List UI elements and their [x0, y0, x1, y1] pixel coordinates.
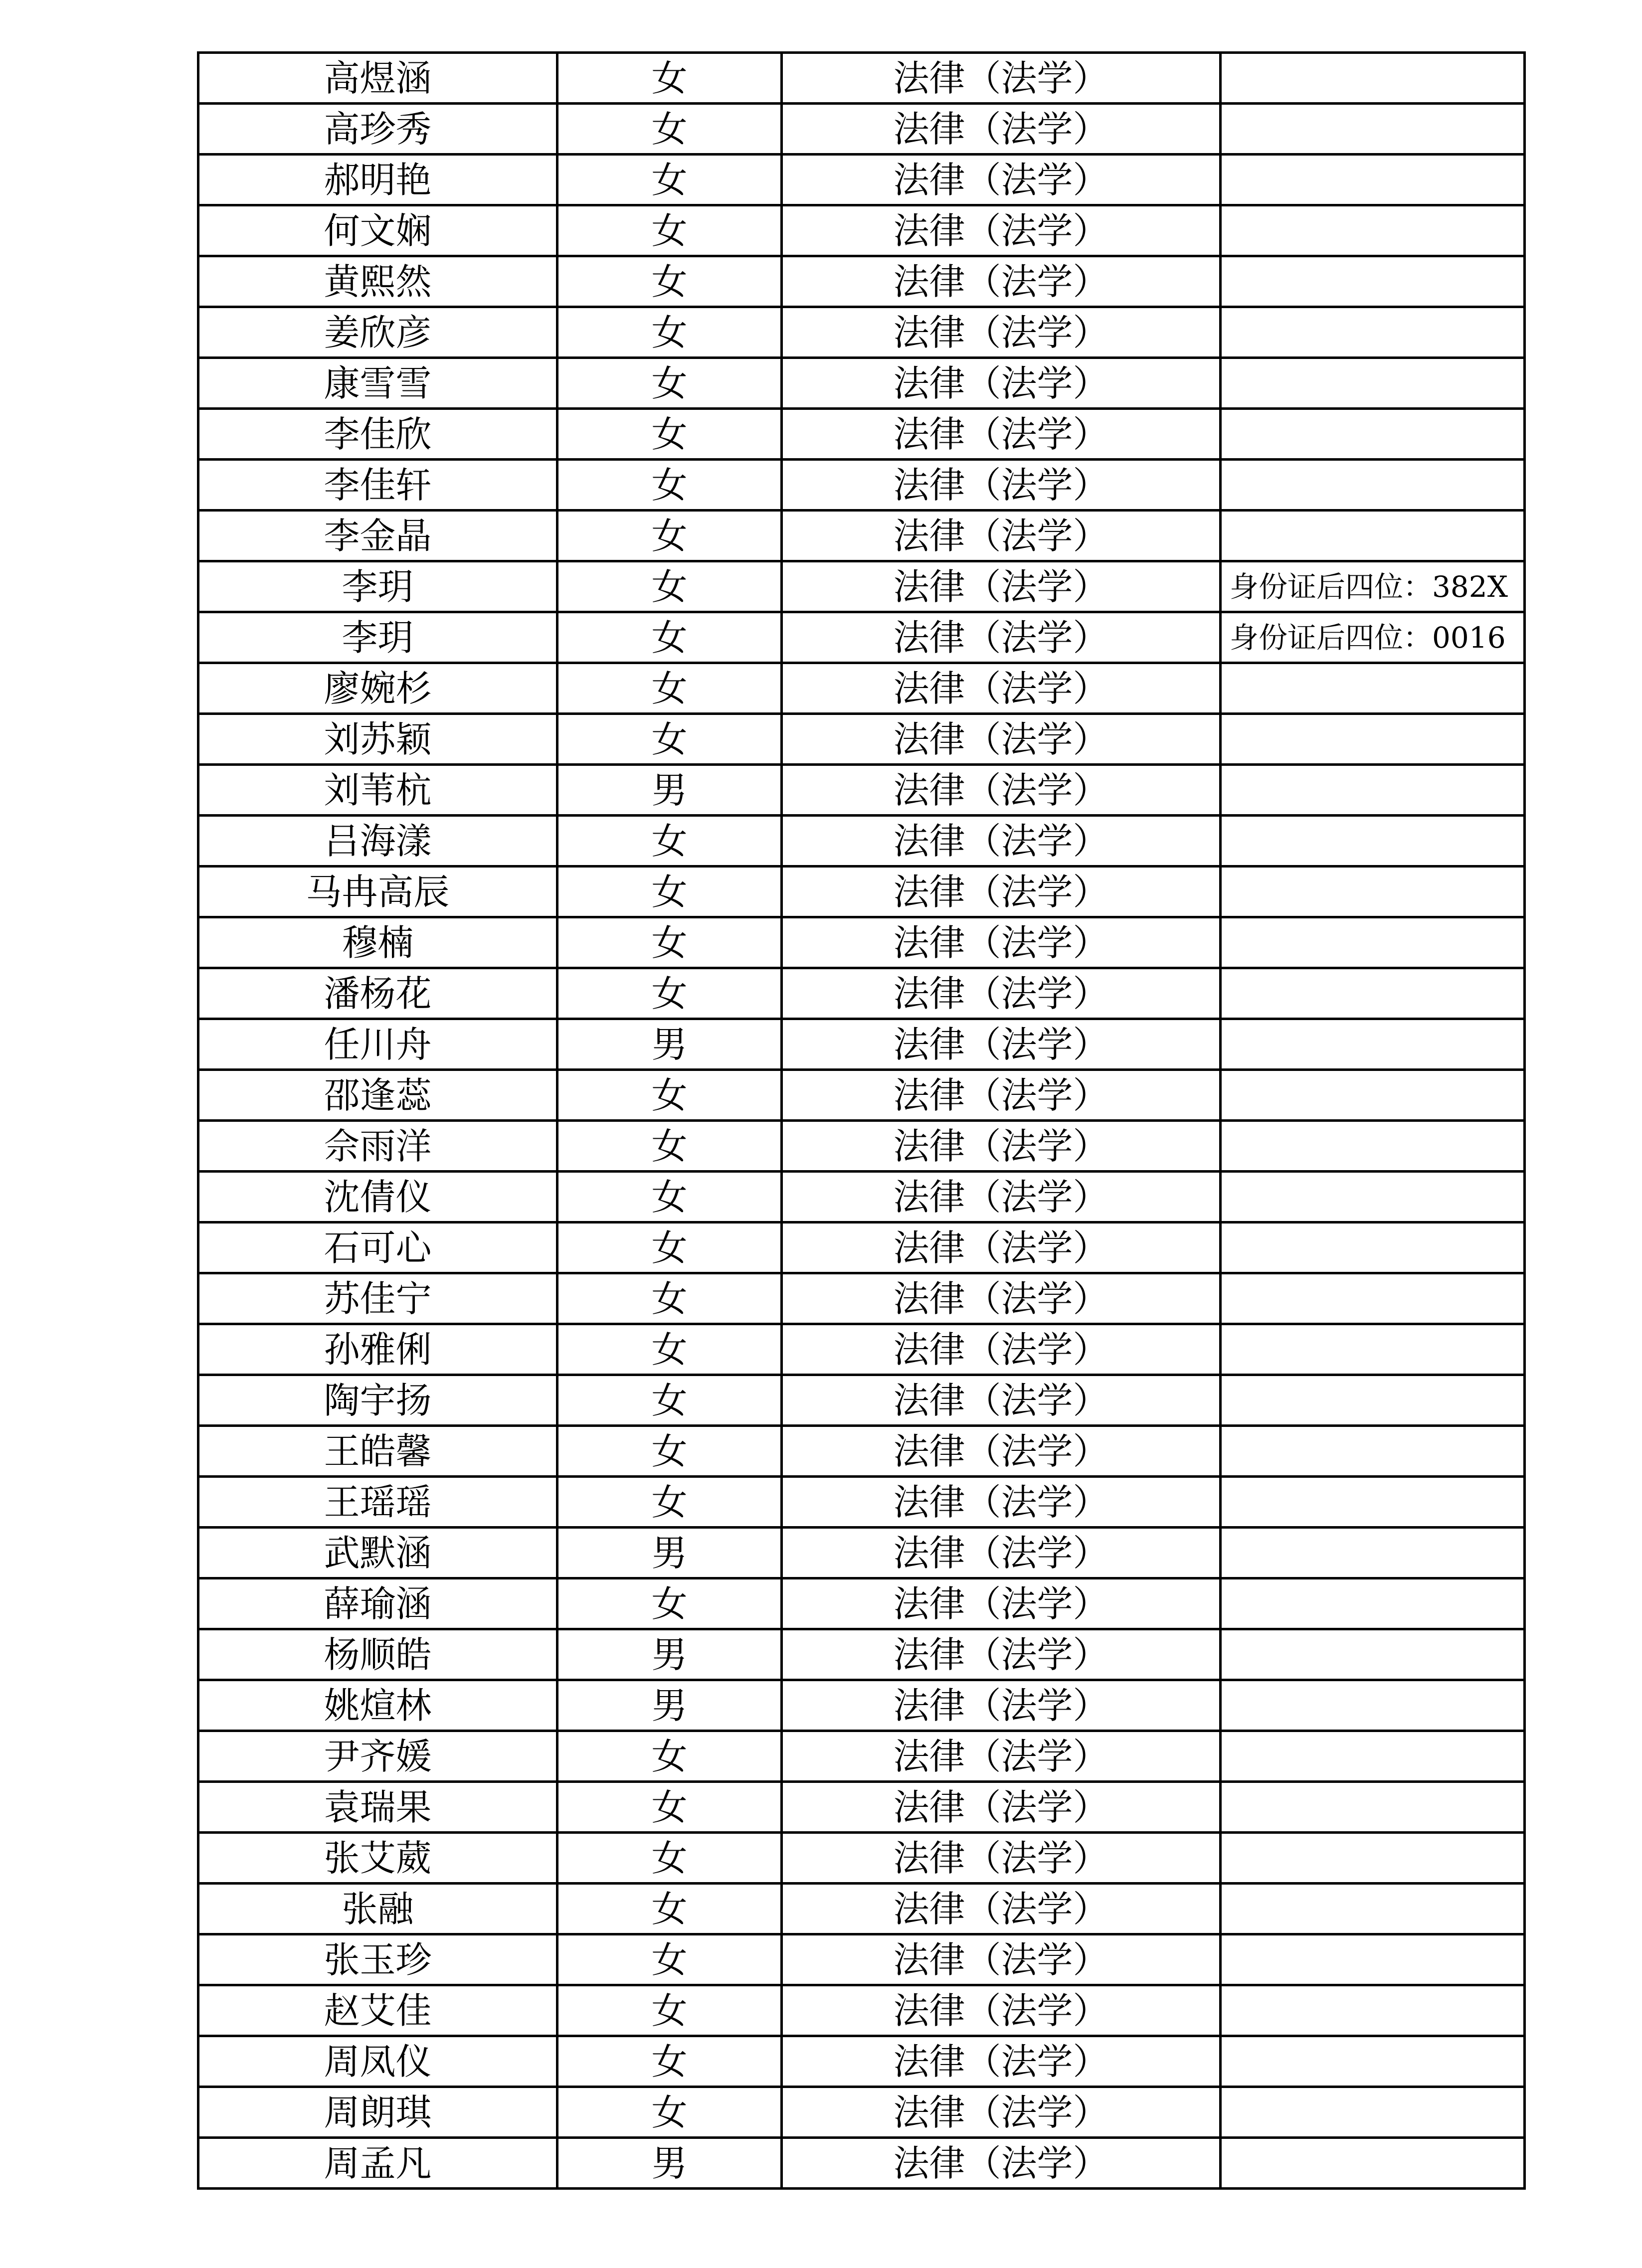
major-cell: 法律（法学）: [782, 1985, 1221, 2036]
table-row: [198, 53, 1525, 104]
student-name-cell: 黄熙然: [198, 256, 557, 307]
gender-cell: 女: [557, 663, 782, 714]
major-cell: 法律（法学）: [782, 612, 1221, 663]
student-name-cell: 邵逢蕊: [198, 1070, 557, 1121]
table-row: [198, 1782, 1525, 1833]
student-name-cell: 康雪雪: [198, 358, 557, 409]
gender-cell: 女: [557, 2087, 782, 2138]
table-row: [198, 968, 1525, 1019]
note-cell: [1221, 917, 1525, 968]
gender-cell: 女: [557, 1172, 782, 1222]
table-row: [198, 1680, 1525, 1731]
table-row: [198, 1528, 1525, 1578]
table-row: [198, 1273, 1525, 1324]
table-row: [198, 2036, 1525, 2087]
major-cell: 法律（法学）: [782, 968, 1221, 1019]
table-row: [198, 1833, 1525, 1884]
table-row: [198, 358, 1525, 409]
table-row: [198, 1884, 1525, 1934]
note-cell: [1221, 1172, 1525, 1222]
student-name-cell: 石可心: [198, 1222, 557, 1273]
major-cell: 法律（法学）: [782, 1680, 1221, 1731]
student-roster-table: [197, 51, 1526, 2190]
major-cell: 法律（法学）: [782, 1121, 1221, 1172]
gender-cell: 女: [557, 561, 782, 612]
note-cell: [1221, 1528, 1525, 1578]
major-cell: 法律（法学）: [782, 1070, 1221, 1121]
gender-cell: 女: [557, 256, 782, 307]
student-name-cell: 李玥: [198, 612, 557, 663]
note-cell: [1221, 1629, 1525, 1680]
student-name-cell: 王皓馨: [198, 1426, 557, 1477]
note-cell: 身份证后四位：0016: [1221, 612, 1525, 663]
table-row: [198, 307, 1525, 358]
note-cell: [1221, 256, 1525, 307]
note-cell: [1221, 1222, 1525, 1273]
note-cell: [1221, 765, 1525, 816]
gender-cell: 男: [557, 1019, 782, 1070]
student-name-cell: 佘雨洋: [198, 1121, 557, 1172]
table-row: [198, 663, 1525, 714]
gender-cell: 女: [557, 104, 782, 155]
note-cell: [1221, 663, 1525, 714]
major-cell: 法律（法学）: [782, 307, 1221, 358]
major-cell: 法律（法学）: [782, 1884, 1221, 1934]
student-name-cell: 刘苇杭: [198, 765, 557, 816]
gender-cell: 女: [557, 1578, 782, 1629]
student-name-cell: 任川舟: [198, 1019, 557, 1070]
note-cell: [1221, 155, 1525, 205]
student-name-cell: 高珍秀: [198, 104, 557, 155]
note-cell: [1221, 1680, 1525, 1731]
student-name-cell: 周凤仪: [198, 2036, 557, 2087]
note-cell: [1221, 1121, 1525, 1172]
gender-cell: 女: [557, 155, 782, 205]
student-name-cell: 李佳轩: [198, 460, 557, 511]
table-row: [198, 561, 1525, 612]
major-cell: 法律（法学）: [782, 104, 1221, 155]
major-cell: 法律（法学）: [782, 1782, 1221, 1833]
major-cell: 法律（法学）: [782, 663, 1221, 714]
note-cell: [1221, 968, 1525, 1019]
gender-cell: 男: [557, 2138, 782, 2189]
table-row: [198, 1731, 1525, 1782]
student-name-cell: 陶宇扬: [198, 1375, 557, 1426]
student-name-cell: 何文娴: [198, 205, 557, 256]
note-cell: [1221, 1884, 1525, 1934]
major-cell: 法律（法学）: [782, 2087, 1221, 2138]
table-row: [198, 1934, 1525, 1985]
table-row: [198, 1578, 1525, 1629]
note-cell: [1221, 2087, 1525, 2138]
student-name-cell: 李金晶: [198, 511, 557, 561]
table-row: [198, 1985, 1525, 2036]
student-name-cell: 姜欣彦: [198, 307, 557, 358]
table-row: [198, 1375, 1525, 1426]
major-cell: 法律（法学）: [782, 1833, 1221, 1884]
student-name-cell: 张艾葳: [198, 1833, 557, 1884]
gender-cell: 女: [557, 53, 782, 104]
major-cell: 法律（法学）: [782, 1934, 1221, 1985]
student-name-cell: 高煜涵: [198, 53, 557, 104]
table-row: [198, 1121, 1525, 1172]
student-name-cell: 廖婉杉: [198, 663, 557, 714]
gender-cell: 女: [557, 1222, 782, 1273]
gender-cell: 女: [557, 917, 782, 968]
student-name-cell: 王瑶瑶: [198, 1477, 557, 1528]
note-cell: [1221, 511, 1525, 561]
note-cell: [1221, 1477, 1525, 1528]
student-name-cell: 杨顺皓: [198, 1629, 557, 1680]
student-name-cell: 穆楠: [198, 917, 557, 968]
table-row: [198, 511, 1525, 561]
student-name-cell: 张玉珍: [198, 1934, 557, 1985]
student-name-cell: 周朗琪: [198, 2087, 557, 2138]
major-cell: 法律（法学）: [782, 1222, 1221, 1273]
major-cell: 法律（法学）: [782, 1731, 1221, 1782]
table-row: [198, 714, 1525, 765]
student-name-cell: 孙雅俐: [198, 1324, 557, 1375]
student-name-cell: 沈倩仪: [198, 1172, 557, 1222]
gender-cell: 女: [557, 867, 782, 917]
student-name-cell: 郝明艳: [198, 155, 557, 205]
note-cell: [1221, 1985, 1525, 2036]
gender-cell: 女: [557, 1884, 782, 1934]
major-cell: 法律（法学）: [782, 2138, 1221, 2189]
note-cell: [1221, 104, 1525, 155]
note-cell: [1221, 1070, 1525, 1121]
note-cell: 身份证后四位：382X: [1221, 561, 1525, 612]
student-name-cell: 吕海漾: [198, 816, 557, 867]
note-cell: [1221, 1782, 1525, 1833]
note-cell: [1221, 867, 1525, 917]
gender-cell: 女: [557, 1833, 782, 1884]
major-cell: 法律（法学）: [782, 53, 1221, 104]
major-cell: 法律（法学）: [782, 1578, 1221, 1629]
major-cell: 法律（法学）: [782, 816, 1221, 867]
table-row: [198, 765, 1525, 816]
major-cell: 法律（法学）: [782, 256, 1221, 307]
gender-cell: 男: [557, 1528, 782, 1578]
gender-cell: 女: [557, 714, 782, 765]
major-cell: 法律（法学）: [782, 1426, 1221, 1477]
table-row: [198, 205, 1525, 256]
table-row: [198, 409, 1525, 460]
major-cell: 法律（法学）: [782, 1273, 1221, 1324]
table-row: [198, 2138, 1525, 2189]
note-cell: [1221, 1578, 1525, 1629]
note-cell: [1221, 2138, 1525, 2189]
major-cell: 法律（法学）: [782, 1528, 1221, 1578]
major-cell: 法律（法学）: [782, 714, 1221, 765]
major-cell: 法律（法学）: [782, 765, 1221, 816]
table-row: [198, 612, 1525, 663]
major-cell: 法律（法学）: [782, 409, 1221, 460]
gender-cell: 女: [557, 1324, 782, 1375]
table-row: [198, 1172, 1525, 1222]
note-cell: [1221, 1833, 1525, 1884]
note-cell: [1221, 714, 1525, 765]
note-cell: [1221, 816, 1525, 867]
table-row: [198, 1324, 1525, 1375]
major-cell: 法律（法学）: [782, 1375, 1221, 1426]
student-name-cell: 潘杨花: [198, 968, 557, 1019]
table-row: [198, 104, 1525, 155]
gender-cell: 女: [557, 307, 782, 358]
note-cell: [1221, 1426, 1525, 1477]
student-name-cell: 赵艾佳: [198, 1985, 557, 2036]
table-row: [198, 867, 1525, 917]
student-name-cell: 刘苏颖: [198, 714, 557, 765]
student-name-cell: 马冉高辰: [198, 867, 557, 917]
student-name-cell: 苏佳宁: [198, 1273, 557, 1324]
note-cell: [1221, 1731, 1525, 1782]
major-cell: 法律（法学）: [782, 155, 1221, 205]
note-cell: [1221, 1934, 1525, 1985]
gender-cell: 女: [557, 1121, 782, 1172]
major-cell: 法律（法学）: [782, 460, 1221, 511]
table-row: [198, 256, 1525, 307]
gender-cell: 女: [557, 1731, 782, 1782]
major-cell: 法律（法学）: [782, 1629, 1221, 1680]
student-name-cell: 姚煊林: [198, 1680, 557, 1731]
student-name-cell: 李佳欣: [198, 409, 557, 460]
gender-cell: 女: [557, 1070, 782, 1121]
gender-cell: 女: [557, 358, 782, 409]
note-cell: [1221, 307, 1525, 358]
student-name-cell: 武默涵: [198, 1528, 557, 1578]
major-cell: 法律（法学）: [782, 511, 1221, 561]
note-cell: [1221, 1324, 1525, 1375]
major-cell: 法律（法学）: [782, 358, 1221, 409]
student-name-cell: 李玥: [198, 561, 557, 612]
gender-cell: 女: [557, 1477, 782, 1528]
gender-cell: 女: [557, 511, 782, 561]
gender-cell: 女: [557, 816, 782, 867]
student-name-cell: 周孟凡: [198, 2138, 557, 2189]
major-cell: 法律（法学）: [782, 561, 1221, 612]
table-row: [198, 460, 1525, 511]
major-cell: 法律（法学）: [782, 205, 1221, 256]
gender-cell: 女: [557, 205, 782, 256]
gender-cell: 女: [557, 2036, 782, 2087]
student-name-cell: 袁瑞果: [198, 1782, 557, 1833]
note-cell: [1221, 205, 1525, 256]
table-row: [198, 917, 1525, 968]
major-cell: 法律（法学）: [782, 2036, 1221, 2087]
student-name-cell: 张融: [198, 1884, 557, 1934]
major-cell: 法律（法学）: [782, 1019, 1221, 1070]
table-row: [198, 155, 1525, 205]
roster-body: [198, 53, 1525, 2189]
gender-cell: 男: [557, 1680, 782, 1731]
table-row: [198, 1019, 1525, 1070]
student-name-cell: 薛瑜涵: [198, 1578, 557, 1629]
major-cell: 法律（法学）: [782, 867, 1221, 917]
gender-cell: 女: [557, 460, 782, 511]
gender-cell: 女: [557, 409, 782, 460]
gender-cell: 女: [557, 1782, 782, 1833]
gender-cell: 女: [557, 968, 782, 1019]
major-cell: 法律（法学）: [782, 1172, 1221, 1222]
gender-cell: 女: [557, 612, 782, 663]
gender-cell: 女: [557, 1426, 782, 1477]
note-cell: [1221, 1273, 1525, 1324]
major-cell: 法律（法学）: [782, 1477, 1221, 1528]
table-row: [198, 1222, 1525, 1273]
note-cell: [1221, 53, 1525, 104]
table-row: [198, 1426, 1525, 1477]
gender-cell: 女: [557, 1273, 782, 1324]
major-cell: 法律（法学）: [782, 917, 1221, 968]
table-row: [198, 1477, 1525, 1528]
note-cell: [1221, 358, 1525, 409]
table-row: [198, 1629, 1525, 1680]
gender-cell: 男: [557, 1629, 782, 1680]
table-row: [198, 816, 1525, 867]
table-row: [198, 1070, 1525, 1121]
note-cell: [1221, 460, 1525, 511]
gender-cell: 女: [557, 1934, 782, 1985]
note-cell: [1221, 1019, 1525, 1070]
note-cell: [1221, 1375, 1525, 1426]
major-cell: 法律（法学）: [782, 1324, 1221, 1375]
gender-cell: 女: [557, 1985, 782, 2036]
gender-cell: 男: [557, 765, 782, 816]
student-name-cell: 尹齐媛: [198, 1731, 557, 1782]
note-cell: [1221, 409, 1525, 460]
gender-cell: 女: [557, 1375, 782, 1426]
note-cell: [1221, 2036, 1525, 2087]
table-row: [198, 2087, 1525, 2138]
